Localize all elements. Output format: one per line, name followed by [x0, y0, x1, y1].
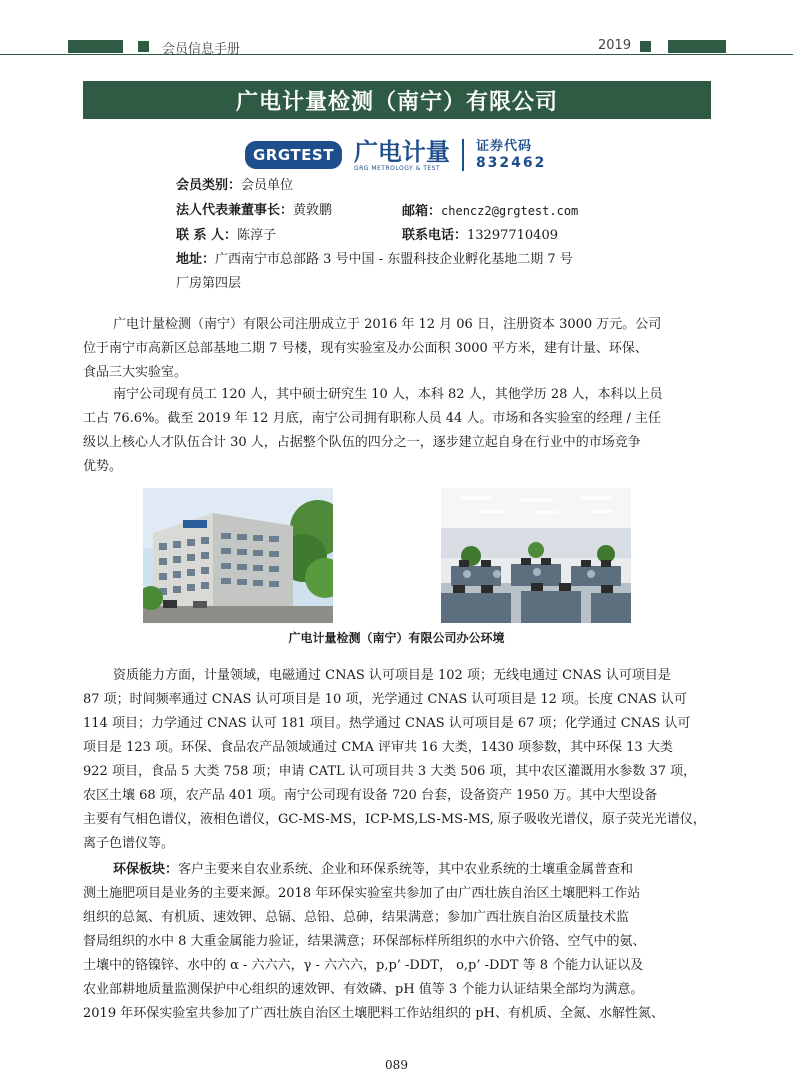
address-row-2	[176, 276, 241, 292]
environmental-line: 督局组织的水中 8 大重金属能力验证，结果满意；环保部标样所组织的水中六价铬、空气中的氨、	[83, 934, 646, 949]
environmental-line: 测土施肥项目是业务的主要来源。2018 年环保实验室共参加了由广西壮族自治区土壤肥料工作站	[83, 886, 641, 901]
environmental-label: 环保板块：	[113, 862, 179, 877]
environmental-line	[113, 858, 711, 882]
contact-label: 联 系 人：	[176, 228, 238, 243]
page-number: 089	[385, 1058, 408, 1072]
header-left-title: 会员信息手册	[162, 42, 241, 57]
qualification-line: 114 项目；力学通过 CNAS 认可 181 项目。热学通过 CNAS 认可项目是 67 项；化学通过 CNAS 认可	[83, 716, 691, 731]
environmental-line: 组织的总氮、有机质、速效钾、总镉、总铅、总砷，结果满意；参加广西壮族自治区质量技术监	[83, 910, 630, 925]
member-type-row	[176, 178, 293, 194]
environmental-line: 农业部耕地质量监测保护中心组织的速效钾、有效磷、pH 值等 3 个能力认证结果全部均为满意。	[83, 982, 644, 997]
contact-value: 陈淳子	[237, 228, 277, 243]
qualification-line: 87 项；时间频率通过 CNAS 认可项目是 10 项，光学通过 CNAS 认可项目是 12 项。长度 CNAS 认可	[83, 692, 687, 707]
intro-line: 食品三大实验室。	[83, 365, 188, 380]
address-value-1: 广西南宁市总部路 3 号中国 - 东盟科技企业孵化基地二期 7 号	[215, 252, 573, 267]
qualification-paragraph	[83, 664, 711, 856]
environmental-line: 土壤中的铬镍锌、水中的 α - 六六六，γ - 六六六，p,p’ -DDT， o,p’ -DDT 等 8 个能力认证以及	[83, 958, 644, 973]
page-header	[0, 38, 793, 58]
rep-value: 黄敦鹏	[293, 203, 333, 218]
building-photo	[143, 488, 333, 623]
logo-code-number: 832462	[475, 154, 547, 171]
address-value-2: 厂房第四层	[176, 276, 242, 291]
staff-line: 工占 76.6%。截至 2019 年 12 月底，南宁公司拥有职称人员 44 人。市场和各实验室的经理 / 主任	[83, 411, 662, 426]
staff-line: 南宁公司现有员工 120 人，其中硕士研究生 10 人，本科 82 人，其他学历 28 人，本科以上员	[113, 387, 663, 402]
member-type-label: 会员类别：	[176, 178, 242, 193]
header-block-right	[668, 40, 726, 53]
address-row	[176, 252, 573, 268]
logo-brand-badge: GRGTEST	[245, 141, 342, 169]
company-title-bar	[83, 81, 711, 119]
email-value: chencz2@grgtest.com	[441, 204, 579, 218]
logo-name-block	[354, 139, 450, 172]
rep-row	[176, 203, 332, 219]
header-block-left	[68, 40, 123, 53]
office-photo	[441, 488, 631, 623]
environmental-paragraph	[83, 858, 711, 1026]
phone-row	[402, 228, 558, 244]
qualification-line: 主要有气相色谱仪，液相色谱仪，GC-MS-MS，ICP-MS,LS-MS-MS, 原子吸收光谱仪，原子荧光光谱仪，	[83, 812, 706, 827]
company-title: 广电计量检测（南宁）有限公司	[235, 89, 558, 115]
qualification-line: 项目是 123 项。环保、食品农产品领域通过 CMA 评审共 16 大类，1430 项参数，其中环保 13 大类	[83, 740, 673, 755]
header-square-right	[640, 41, 651, 52]
rep-label: 法人代表兼董事长：	[176, 203, 294, 218]
email-label: 邮箱：	[402, 204, 442, 219]
member-type-value: 会员单位	[241, 178, 294, 193]
staff-paragraph	[83, 383, 711, 479]
logo-code-label: 证券代码	[475, 138, 532, 154]
logo-code-block	[476, 139, 546, 172]
contact-row	[176, 228, 276, 244]
email-row	[402, 203, 578, 220]
intro-line: 位于南宁市高新区总部基地二期 7 号楼，现有实验室及办公面积 3000 平方米，建有计量、环保、	[83, 341, 648, 356]
logo-separator	[462, 139, 464, 171]
logo-cn-name: 广电计量	[353, 137, 450, 166]
qualification-line: 离子色谱仪等。	[83, 836, 175, 851]
qualification-line: 资质能力方面，计量领域，电磁通过 CNAS 认可项目是 102 项；无线电通过 CNAS 认可项目是	[113, 668, 671, 683]
intro-paragraph	[83, 313, 711, 385]
company-logo	[245, 135, 546, 175]
environmental-line: 2019 年环保实验室共参加了广西壮族自治区土壤肥料工作站组织的 pH、有机质、全氮、水解性氮、	[83, 1006, 665, 1021]
qualification-line: 922 项目，食品 5 大类 758 项；申请 CATL 认可项目共 3 大类 506 项，其中农区灌溉用水参数 37 项，	[83, 764, 697, 779]
intro-line: 广电计量检测（南宁）有限公司注册成立于 2016 年 12 月 06 日，注册资本 3000 万元。公司	[113, 317, 662, 332]
phone-value: 13297710409	[467, 228, 558, 243]
logo-en-name: GRG METROLOGY & TEST	[353, 164, 441, 172]
header-square-left	[138, 41, 149, 52]
staff-line: 级以上核心人才队伍合计 30 人，占据整个队伍的四分之一，逐步建立起自身在行业中的市场竞争	[83, 435, 641, 450]
address-label: 地址：	[176, 252, 216, 267]
header-year: 2019	[598, 38, 632, 53]
header-rule	[0, 54, 793, 55]
phone-label: 联系电话：	[402, 228, 468, 243]
staff-line: 优势。	[83, 459, 123, 474]
qualification-line: 农区土壤 68 项，农产品 401 项。南宁公司现有设备 720 台套，设备资产 1950 万。其中大型设备	[83, 788, 658, 803]
photo-caption: 广电计量检测（南宁）有限公司办公环境	[288, 631, 505, 645]
environmental-first-text: 客户主要来自农业系统、企业和环保系统等，其中农业系统的土壤重金属普查和	[178, 862, 634, 877]
